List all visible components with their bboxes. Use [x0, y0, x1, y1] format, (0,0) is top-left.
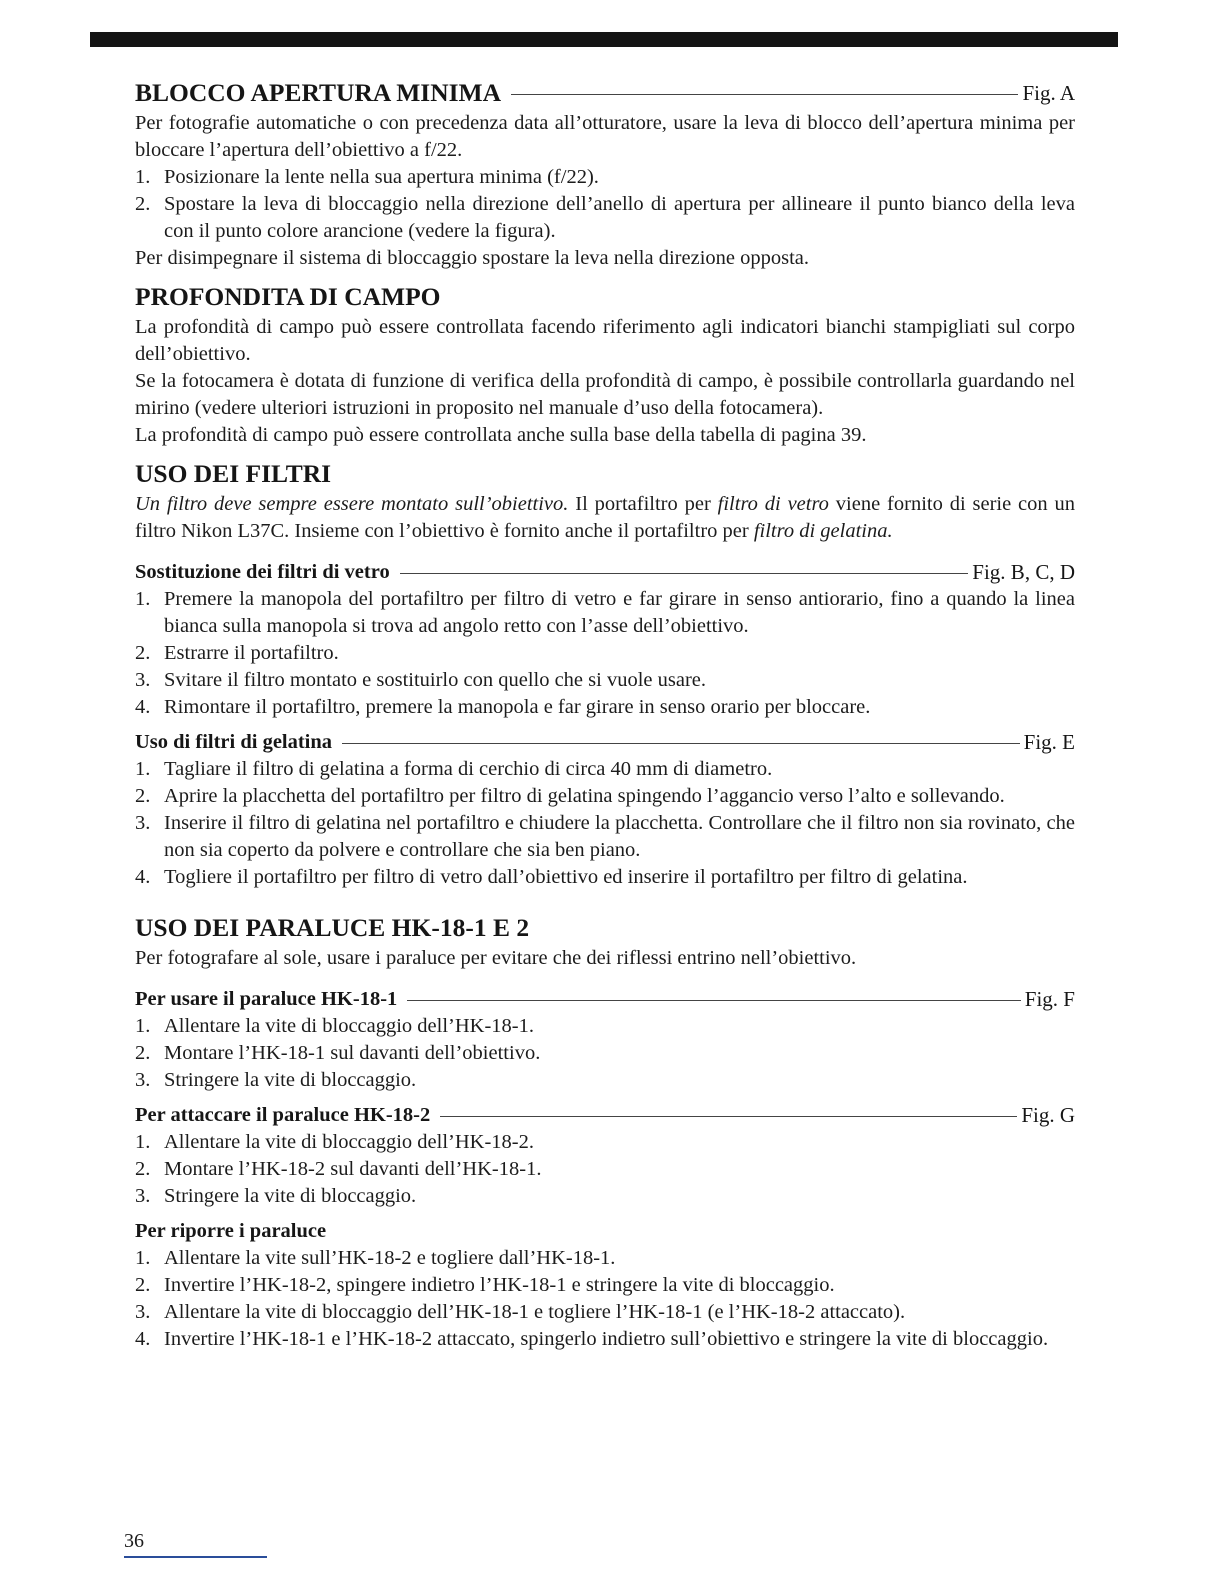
subheading-vetro: [135, 559, 1075, 586]
item-number: 3.: [135, 1069, 151, 1091]
item-number: 4.: [135, 1328, 151, 1350]
item-number: 1.: [135, 1247, 151, 1269]
steps-list: [135, 756, 1075, 891]
subsection-gelatina: [135, 729, 1075, 891]
paragraph: Per fotografie automatiche o con precedenza data all’otturatore, usare la leva di blocco dell’apertura minima per bloccare l’apertura dell’obiettivo a f/22.: [135, 112, 1075, 161]
list-item: [135, 191, 1075, 245]
leader-rule: [342, 743, 1020, 744]
item-text: Togliere il portafiltro per filtro di vetro dall’obiettivo ed inserire il portafiltro per filtro di gelatina.: [164, 866, 968, 888]
leader-rule: [440, 1116, 1017, 1117]
item-text: Aprire la placchetta del portafiltro per filtro di gelatina spingendo l’aggancio verso l’alto e sollevando.: [164, 785, 1005, 807]
leader-rule: [511, 94, 1018, 95]
top-black-bar: [90, 32, 1118, 47]
subheading-gelatina: [135, 729, 1075, 756]
list-item: [135, 1183, 1075, 1210]
item-text: Montare l’HK-18-1 sul davanti dell’obiettivo.: [164, 1042, 541, 1064]
list-item: [135, 1156, 1075, 1183]
item-text: Premere la manopola del portafiltro per filtro di vetro e far girare in senso antiorario, fino a quando la linea bianca sulla manopola si trova ad angolo retto con l’asse dell’obiettivo.: [164, 588, 1075, 637]
list-item: [135, 783, 1075, 810]
item-text: Stringere la vite di bloccaggio.: [164, 1069, 417, 1091]
heading-profondita: PROFONDITA DI CAMPO: [135, 282, 441, 311]
paragraph: [135, 491, 1075, 545]
list-item: [135, 640, 1075, 667]
leader-rule: [400, 573, 969, 574]
item-text: Svitare il filtro montato e sostituirlo con quello che si vuole usare.: [164, 669, 706, 691]
item-number: 2.: [135, 1158, 151, 1180]
item-text: Posizionare la lente nella sua apertura minima (f/22).: [164, 166, 599, 188]
item-number: 2.: [135, 1042, 151, 1064]
item-text: Invertire l’HK-18-1 e l’HK-18-2 attaccato, spingerlo indietro sull’obiettivo e stringere la vite di bloccaggio.: [164, 1328, 1049, 1350]
paragraph: La profondità di campo può essere controllata facendo riferimento agli indicatori bianchi stampigliati sul corpo dell’obiettivo.: [135, 316, 1075, 365]
italic-text: filtro di vetro: [717, 493, 829, 515]
item-number: 4.: [135, 866, 151, 888]
list-item: [135, 1040, 1075, 1067]
text-run: Il portafiltro per: [568, 493, 718, 515]
item-text: Inserire il filtro di gelatina nel portafiltro e chiudere la placchetta. Controllare che il filtro non sia rovinato, che non sia coperto da polvere e controllare che sia ben piano.: [164, 812, 1075, 861]
item-number: 2.: [135, 1274, 151, 1296]
list-item: [135, 1129, 1075, 1156]
list-item: [135, 1299, 1075, 1326]
item-number: 3.: [135, 1301, 151, 1323]
item-text: Invertire l’HK-18-2, spingere indietro l’HK-18-1 e stringere la vite di bloccaggio.: [164, 1274, 835, 1296]
steps-list: [135, 1245, 1075, 1353]
paragraph: La profondità di campo può essere controllata anche sulla base della tabella di pagina 39.: [135, 424, 867, 446]
list-item: [135, 164, 1075, 191]
fig-ref: Fig. E: [1023, 730, 1075, 754]
item-number: 4.: [135, 696, 151, 718]
item-text: Allentare la vite di bloccaggio dell’HK-18-1.: [164, 1015, 535, 1037]
leader-rule: [407, 1000, 1021, 1001]
subheading-hk2: [135, 1102, 1075, 1129]
item-text: Spostare la leva di bloccaggio nella direzione dell’anello di apertura per allineare il punto bianco della leva con il punto colore arancione (vedere la figura).: [164, 193, 1075, 242]
item-number: 3.: [135, 812, 151, 834]
steps-list: [135, 1013, 1075, 1094]
subsection-hk2: [135, 1102, 1075, 1210]
list-item: [135, 1013, 1075, 1040]
item-text: Allentare la vite di bloccaggio dell’HK-18-1 e togliere l’HK-18-1 (e l’HK-18-2 attaccato).: [164, 1301, 906, 1323]
subheading-text: Uso di filtri di gelatina: [135, 731, 333, 753]
subheading-hk1: [135, 986, 1075, 1013]
item-number: 2.: [135, 642, 151, 664]
list-item: [135, 810, 1075, 864]
page-content: [135, 76, 1075, 1361]
list-item: [135, 586, 1075, 640]
item-text: Allentare la vite di bloccaggio dell’HK-18-2.: [164, 1131, 535, 1153]
list-item: [135, 694, 1075, 721]
subheading-riporre: Per riporre i paraluce: [135, 1220, 327, 1242]
page-number: 36: [124, 1530, 144, 1552]
paragraph: Per disimpegnare il sistema di bloccaggio spostare la leva nella direzione opposta.: [135, 247, 810, 269]
item-text: Allentare la vite sull’HK-18-2 e togliere dall’HK-18-1.: [164, 1247, 616, 1269]
fig-ref: Fig. F: [1024, 987, 1075, 1011]
fig-ref: Fig. B, C, D: [972, 560, 1075, 584]
subsection-riporre: [135, 1218, 1075, 1353]
subheading-text: Sostituzione dei filtri di vetro: [135, 561, 390, 583]
bottom-rule: [124, 1556, 267, 1558]
fig-ref: Fig. A: [1022, 81, 1075, 105]
list-item: [135, 1067, 1075, 1094]
list-item: [135, 864, 1075, 891]
item-number: 3.: [135, 1185, 151, 1207]
heading-filtri: USO DEI FILTRI: [135, 459, 332, 488]
item-text: Rimontare il portafiltro, premere la manopola e far girare in senso orario per bloccare.: [164, 696, 871, 718]
heading-blocco: [135, 76, 1075, 110]
italic-text: Un filtro deve sempre essere montato sull’obiettivo.: [135, 493, 569, 515]
heading-blocco-text: BLOCCO APERTURA MINIMA: [135, 78, 502, 107]
steps-list: [135, 1129, 1075, 1210]
section-profondita: [135, 280, 1075, 449]
paragraph: Per fotografare al sole, usare i paraluce per evitare che dei riflessi entrino nell’obiettivo.: [135, 947, 857, 969]
item-number: 2.: [135, 785, 151, 807]
section-filtri: [135, 457, 1075, 545]
item-number: 1.: [135, 166, 151, 188]
steps-list: [135, 586, 1075, 721]
section-paraluce: [135, 911, 1075, 972]
subheading-text: Per attaccare il paraluce HK-18-2: [135, 1104, 431, 1126]
list-item: [135, 1245, 1075, 1272]
subsection-vetro: [135, 559, 1075, 721]
item-text: Stringere la vite di bloccaggio.: [164, 1185, 417, 1207]
list-item: [135, 667, 1075, 694]
paragraph: Se la fotocamera è dotata di funzione di verifica della profondità di campo, è possibile controllarla guardando nel mirino (vedere ulteriori istruzioni in proposito nel manuale d’uso della fotocamera).: [135, 370, 1075, 419]
item-number: 1.: [135, 758, 151, 780]
list-item: [135, 756, 1075, 783]
item-number: 1.: [135, 1015, 151, 1037]
item-text: Montare l’HK-18-2 sul davanti dell’HK-18-1.: [164, 1158, 542, 1180]
italic-text: filtro di gelatina.: [753, 520, 893, 542]
fig-ref: Fig. G: [1021, 1103, 1075, 1127]
heading-paraluce: USO DEI PARALUCE HK-18-1 E 2: [135, 913, 530, 942]
item-number: 2.: [135, 193, 151, 215]
steps-list: [135, 164, 1075, 245]
item-number: 1.: [135, 588, 151, 610]
item-number: 1.: [135, 1131, 151, 1153]
list-item: [135, 1326, 1075, 1353]
subheading-text: Per usare il paraluce HK-18-1: [135, 988, 398, 1010]
text-run: viene fornito di serie con un filtro Nikon L37C. Insieme con l’obiettivo è fornito anche il portafiltro per: [135, 493, 1076, 542]
list-item: [135, 1272, 1075, 1299]
subsection-hk1: [135, 986, 1075, 1094]
item-text: Estrarre il portafiltro.: [164, 642, 339, 664]
item-number: 3.: [135, 669, 151, 691]
item-text: Tagliare il filtro di gelatina a forma di cerchio di circa 40 mm di diametro.: [164, 758, 773, 780]
section-blocco: [135, 76, 1075, 272]
